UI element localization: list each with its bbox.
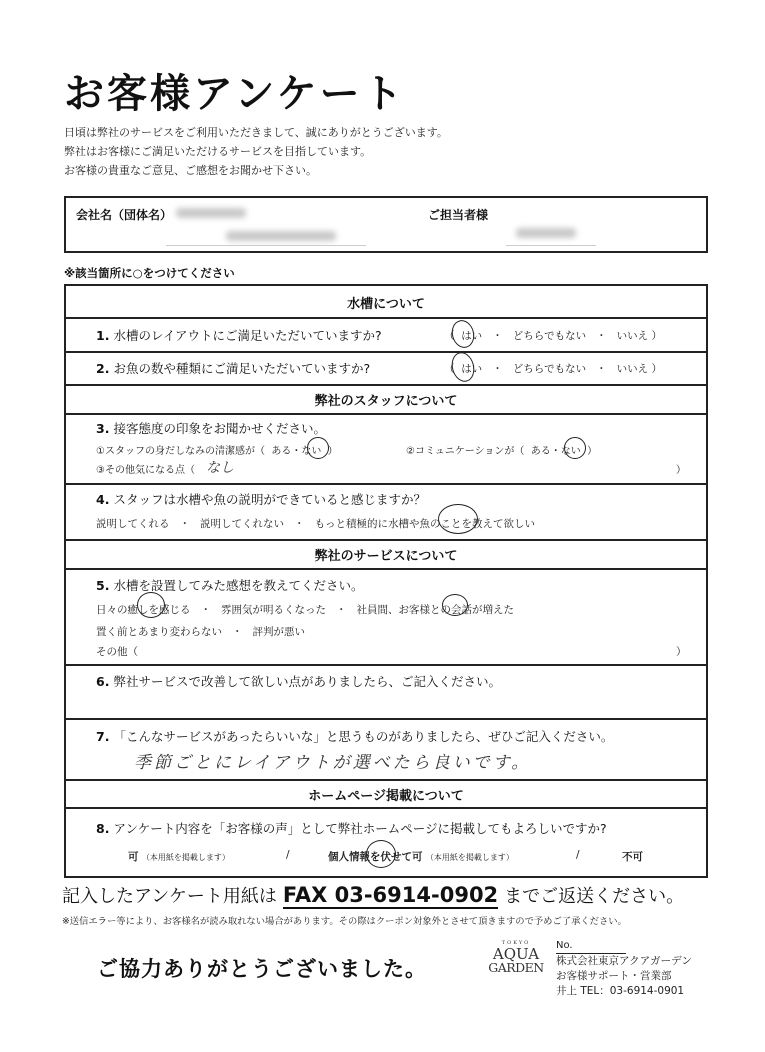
intro-line: 日頃は弊社のサービスをご利用いただきまして、誠にありがとうございます。 — [64, 126, 448, 139]
logo-line2: GARDEN — [488, 960, 544, 975]
company-name-value-redacted-line2[interactable] — [226, 231, 336, 241]
question-2 — [96, 359, 370, 377]
contact-person-label: ご担当者様 — [428, 208, 489, 222]
q3-sub1-selected-circle — [307, 437, 329, 459]
fax-number: FAX 03-6914-0902 — [282, 883, 499, 907]
thank-you-message: ご協力ありがとうございました。 — [97, 957, 427, 981]
q8-option-anonymous[interactable] — [328, 849, 514, 864]
q3-sub3 — [96, 461, 195, 476]
q8-number: 8. — [96, 821, 110, 836]
question-6 — [96, 672, 501, 690]
q1-selected-circle — [449, 318, 477, 351]
q3-sub1-close: ） — [327, 446, 338, 457]
q2-selected-circle — [448, 350, 477, 385]
q3-sub2-selected-circle — [564, 437, 586, 459]
q5-option-brighter[interactable]: 雰囲気が明るくなった — [221, 604, 327, 616]
q3-sub2-option-no[interactable]: ない — [560, 446, 581, 457]
q8-option-allow-label: 可 — [128, 851, 139, 863]
q8-option-allow[interactable] — [128, 849, 230, 864]
q5-options-row1: 日々の癒しを感じる ・ 雰囲気が明るくなった ・ 社員間、お客様との会話が増えた — [96, 604, 515, 616]
q8-text: アンケート内容を「お客様の声」として弊社ホームページに掲載してもよろしいですか? — [113, 821, 607, 836]
aqua-garden-logo — [486, 940, 546, 974]
question-7 — [96, 727, 613, 745]
question-5 — [96, 576, 363, 594]
company-name: 株式会社東京アクアガーデン — [556, 955, 692, 967]
company-name-label: 会社名（団体名） — [76, 208, 173, 222]
q5-selected-circle-conversation — [442, 594, 468, 616]
instruction-note: ※該当箇所に○をつけてください — [64, 266, 235, 280]
q5-option-no-change[interactable]: 置く前とあまり変わらない — [96, 626, 222, 638]
q5-other-close: ） — [676, 646, 687, 658]
q2-option-yes[interactable]: はい — [461, 363, 483, 375]
q1-option-yes[interactable]: はい — [461, 330, 483, 342]
section-title-homepage: ホームページ掲載について — [308, 789, 464, 804]
q3-sub2: ②コミュニケーションが（ ある・ない ） — [406, 446, 598, 457]
company-name-value-redacted[interactable] — [176, 208, 246, 218]
q3-sub2-close: ） — [587, 446, 598, 457]
q3-sub1-label: ①スタッフの身だしなみの清潔感が（ — [96, 446, 265, 457]
question-1 — [96, 326, 382, 344]
q2-text: お魚の数や種類にご満足いただいていますか? — [113, 361, 371, 376]
q3-sub1: ①スタッフの身だしなみの清潔感が（ ある・ない ） — [96, 446, 338, 457]
company-contact: 井上 TEL：03-6914-0901 — [556, 985, 685, 997]
section-title-staff: 弊社のスタッフについて — [314, 394, 458, 409]
contact-person-underline — [506, 245, 596, 246]
company-info — [556, 938, 692, 999]
q3-sub2-label: ②コミュニケーションが（ — [406, 446, 525, 457]
fax-note: ※送信エラー等により、お客様名が読み取れない場合があります。その際はクーポン対象外とさせて頂きますので予めご了承ください。 — [62, 916, 627, 927]
q5-number: 5. — [96, 578, 110, 593]
page-title: お客様アンケート — [64, 71, 406, 117]
q8-option-anonymous-note: （本用紙を掲載します） — [425, 853, 514, 862]
logo-top-text: TOKYO — [501, 940, 531, 946]
section-title-aquarium: 水槽について — [347, 297, 425, 312]
q4-option-explains[interactable]: 説明してくれる — [96, 518, 170, 530]
customer-info-box — [64, 196, 708, 253]
logo-line1: AQUA — [492, 945, 540, 963]
divider — [66, 384, 706, 386]
divider — [66, 317, 706, 319]
divider — [66, 483, 706, 485]
intro-text — [64, 123, 448, 180]
q2-number: 2. — [96, 361, 110, 376]
q4-option-more-explain[interactable]: もっと積極的に水槽や魚のことを教えて欲しい — [314, 518, 536, 530]
divider — [66, 413, 706, 415]
q1-options: （ はい ・ どちらでもない ・ いいえ ） — [444, 330, 662, 342]
q5-option-more-conversation[interactable]: 社員間、お客様との会話が増えた — [356, 604, 515, 616]
q8-option-deny-label: 不可 — [622, 851, 643, 863]
divider — [66, 351, 706, 353]
q2-option-no[interactable]: いいえ — [616, 363, 649, 375]
q5-selected-circle-healing — [137, 592, 165, 618]
q4-selected-circle — [438, 504, 478, 534]
q3-sub3-label: ③その他気になる点（ — [96, 465, 195, 476]
intro-line: 弊社はお客様にご満足いただけるサービスを目指しています。 — [64, 145, 372, 158]
q5-option-bad-reputation[interactable]: 評判が悪い — [252, 626, 306, 638]
divider — [66, 664, 706, 666]
survey-form — [64, 284, 708, 878]
separator: / — [576, 849, 580, 861]
q7-answer[interactable]: 季節ごとにレイアウトが選べたら良いです。 — [134, 753, 532, 773]
q1-option-no[interactable]: いいえ — [616, 330, 649, 342]
q1-text: 水槽のレイアウトにご満足いただいていますか? — [113, 328, 382, 343]
question-3 — [96, 419, 326, 437]
divider — [66, 568, 706, 570]
q5-option-healing[interactable]: 日々の癒しを感じる — [96, 604, 191, 616]
q4-options: 説明してくれる ・ 説明してくれない ・ もっと積極的に水槽や魚のことを教えて欲しい — [96, 518, 536, 530]
q3-sub2-option-yes[interactable]: ある — [530, 446, 551, 457]
separator: / — [286, 849, 290, 861]
q2-options: （ はい ・ どちらでもない ・ いいえ ） — [444, 363, 662, 375]
q3-number: 3. — [96, 421, 110, 436]
fax-suffix: までご返送ください。 — [504, 886, 685, 907]
q8-option-allow-note: （本用紙を掲載します） — [141, 853, 230, 862]
q3-text: 接客態度の印象をお聞かせください。 — [113, 421, 326, 436]
q1-number: 1. — [96, 328, 110, 343]
fax-instruction — [62, 882, 684, 908]
divider — [66, 539, 706, 541]
q5-options-row2: 置く前とあまり変わらない ・ 評判が悪い — [96, 626, 306, 638]
question-4 — [96, 490, 426, 508]
q3-sub1-option-yes[interactable]: ある — [271, 446, 292, 457]
q5-text: 水槽を設置してみた感想を教えてください。 — [113, 578, 364, 593]
divider — [66, 718, 706, 720]
q1-option-neutral[interactable]: どちらでもない — [512, 330, 587, 342]
company-dept: お客様サポート・営業部 — [556, 970, 672, 982]
q8-option-anonymous-label: 個人情報を伏せて可 — [328, 851, 423, 863]
q3-sub3-close: ） — [676, 465, 686, 476]
intro-line: お客様の貴重なご意見、ご感想をお聞かせ下さい。 — [64, 164, 317, 177]
q7-text: 「こんなサービスがあったらいいな」と思うものがありましたら、ぜひご記入ください。 — [113, 729, 614, 744]
q6-number: 6. — [96, 674, 110, 689]
q7-number: 7. — [96, 729, 110, 744]
q8-selected-circle — [366, 840, 396, 868]
section-title-service: 弊社のサービスについて — [314, 549, 458, 564]
q4-text: スタッフは水槽や魚の説明ができていると感じますか？ — [113, 492, 426, 507]
q5-other-label: その他（ — [96, 646, 138, 658]
q2-option-neutral[interactable]: どちらでもない — [512, 363, 587, 375]
q8-option-deny[interactable] — [622, 849, 643, 864]
form-number-label: No. — [556, 938, 626, 954]
q6-text: 弊社サービスで改善して欲しい点がありましたら、ご記入ください。 — [113, 674, 501, 689]
company-name-underline — [166, 245, 366, 246]
q3-sub3-answer[interactable]: なし — [206, 460, 234, 476]
fax-prefix: 記入したアンケート用紙は — [62, 886, 277, 907]
question-8 — [96, 819, 607, 837]
divider — [66, 779, 706, 781]
divider — [66, 807, 706, 809]
q4-option-not-explains[interactable]: 説明してくれない — [200, 518, 285, 530]
contact-person-value-redacted[interactable] — [516, 228, 576, 238]
q4-number: 4. — [96, 492, 110, 507]
q3-sub1-option-no[interactable]: ない — [301, 446, 322, 457]
